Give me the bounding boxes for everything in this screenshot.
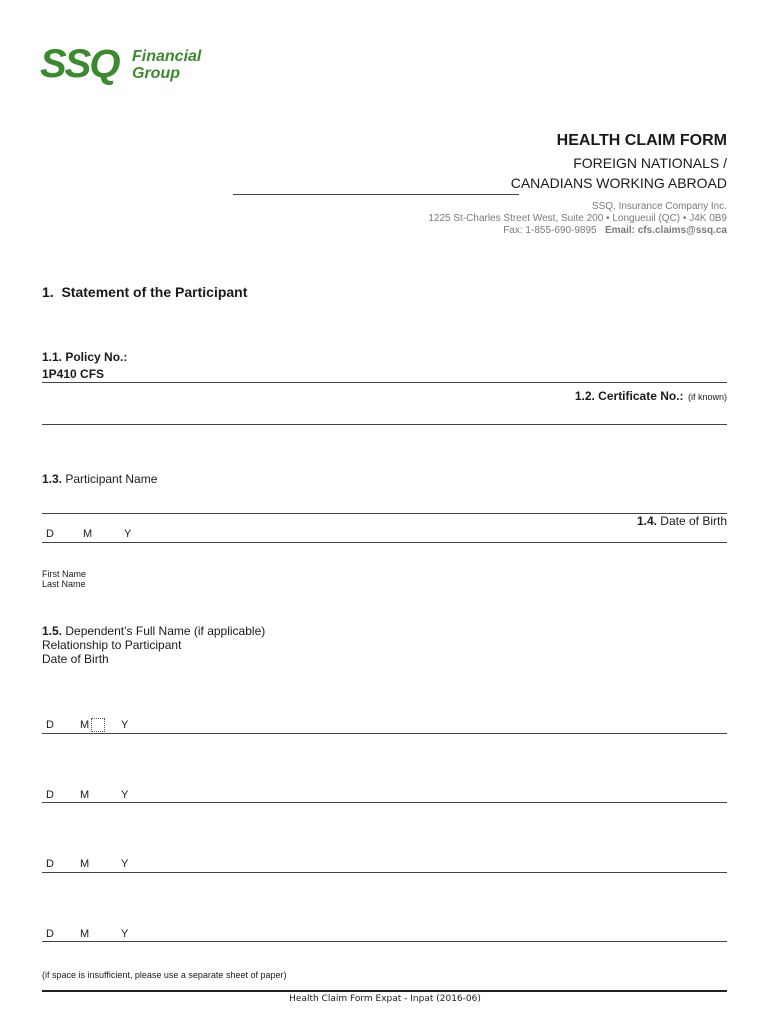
form-subtitle-2: CANADIANS WORKING ABROAD (510, 175, 727, 191)
page-footer: Health Claim Form Expat - Inpat (2016-06) (289, 994, 481, 1004)
certificate-label: 1.2. Certificate No.: (574, 389, 684, 403)
logo-brand: SSQ (40, 42, 119, 86)
dependent-label: Dependent’s Full Name (if applicable) (65, 624, 266, 638)
dependent-2-month: M (80, 789, 90, 801)
dependent-1-day: D (46, 719, 54, 731)
certificate-label-group (575, 387, 727, 405)
last-name-label: Last Name (42, 579, 86, 589)
dependent-2-year: Y (121, 789, 129, 801)
section-title: Statement of the Participant (61, 284, 248, 300)
dependent-4-year: Y (121, 928, 129, 940)
dependent-2-day: D (46, 789, 54, 801)
logo-text (132, 48, 201, 82)
dob-month: M (83, 528, 93, 540)
fax-number: Fax: 1-855-690-9895 (503, 225, 597, 236)
ssq-logo (40, 42, 210, 86)
policy-line (42, 382, 727, 383)
company-name: SSQ, Insurance Company Inc. (591, 201, 727, 212)
dependent-4-month: M (80, 928, 90, 940)
dependent-1-checkbox[interactable] (91, 718, 105, 732)
policy-value[interactable]: 1P410 CFS (42, 367, 105, 381)
email-address: Email: cfs.claims@ssq.ca (604, 225, 727, 236)
header-divider (233, 194, 519, 195)
dependent-3-day: D (46, 858, 54, 870)
relationship-label: Relationship to Participant (42, 638, 182, 652)
dependent-number: 1.5. (42, 624, 63, 638)
dob-line[interactable] (42, 542, 727, 543)
dependent-2-line[interactable] (42, 802, 727, 803)
company-address: 1225 St-Charles Street West, Suite 200 • Longueuil (QC) • J4K 0B9 (428, 213, 727, 224)
section-heading (42, 284, 247, 300)
participant-number: 1.3. (42, 472, 63, 486)
company-contact (503, 225, 727, 236)
logo-financial: Financial (132, 48, 202, 65)
logo-group: Group (132, 65, 180, 82)
dependent-dob-label: Date of Birth (42, 652, 109, 666)
participant-name-line[interactable] (42, 513, 727, 514)
dependent-label-group (42, 624, 265, 638)
form-title: HEALTH CLAIM FORM (556, 132, 727, 149)
participant-label-group (42, 472, 157, 486)
dependent-1-year: Y (121, 719, 129, 731)
dob-label: Date of Birth (660, 514, 727, 528)
dob-day: D (46, 528, 54, 540)
insufficient-space-note: (if space is insufficient, please use a separate sheet of paper) (42, 970, 287, 980)
participant-label: Participant Name (65, 472, 158, 486)
dependent-3-line[interactable] (42, 872, 727, 873)
dob-number: 1.4. (636, 514, 657, 528)
dependent-1-month: M (80, 719, 90, 731)
dependent-3-month: M (80, 858, 90, 870)
policy-label: 1.1. Policy No.: (42, 350, 128, 364)
section-number: 1. (42, 284, 54, 300)
dependent-1-line[interactable] (42, 733, 727, 734)
dob-year: Y (124, 528, 132, 540)
first-name-label: First Name (42, 569, 87, 579)
dependent-4-line[interactable] (42, 941, 727, 942)
footer-divider (42, 990, 727, 992)
certificate-input-line[interactable] (42, 424, 727, 425)
dependent-3-year: Y (121, 858, 129, 870)
certificate-note: (if known) (687, 392, 727, 402)
form-subtitle-1: FOREIGN NATIONALS / (573, 155, 727, 171)
dob-label-group (637, 514, 727, 528)
dependent-4-day: D (46, 928, 54, 940)
